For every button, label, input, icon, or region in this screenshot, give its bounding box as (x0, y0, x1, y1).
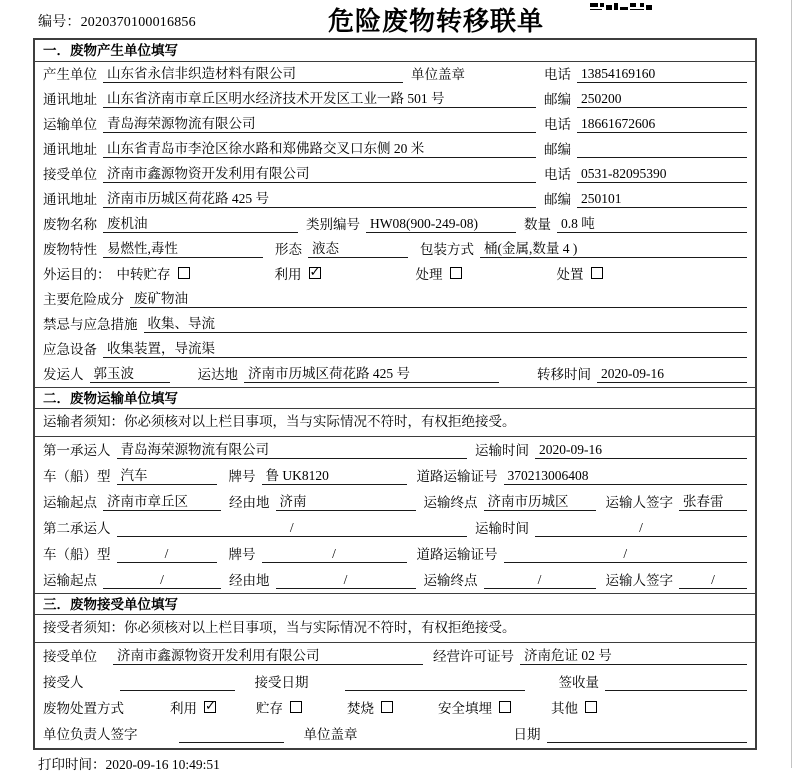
disposal-option-utilize (170, 697, 216, 717)
disposal-row (35, 695, 755, 721)
disposal-option-label: 焚烧 (347, 701, 374, 716)
hazard-label: 主要危险成分 (43, 292, 124, 307)
category-label: 类别编号 (306, 217, 360, 232)
checkbox-disposal-utilize (204, 701, 216, 713)
road-permit2-label: 道路运输证号 (416, 547, 498, 562)
section-producer (35, 40, 755, 387)
receiver-address-row (35, 187, 755, 212)
purpose-option-transfer-storage (117, 263, 190, 283)
producer-label: 产生单位 (43, 67, 97, 82)
sign1-label: 运输人签字 (605, 495, 673, 510)
carrier2-value: / (117, 520, 468, 537)
origin2-value: / (103, 572, 221, 589)
checkbox-transfer-storage (178, 267, 190, 279)
origin1-label: 运输起点 (43, 495, 97, 510)
disposal-option-store (256, 697, 302, 717)
receiver-zip-value: 250101 (577, 191, 747, 208)
permit-label: 经营许可证号 (433, 649, 514, 664)
packing-label: 包装方式 (420, 242, 474, 257)
section-accept-title: 三．废物接受单位填写 (35, 593, 755, 615)
page-title: 危险废物转移联单 (327, 6, 544, 36)
accept-date2-value (547, 726, 748, 743)
carrier1-row (35, 437, 755, 463)
producer-zip-label: 邮编 (544, 92, 571, 107)
purpose-option-label: 处理 (415, 267, 443, 282)
purpose-option-label: 中转贮存 (116, 267, 171, 282)
receiver-address-label: 通讯地址 (43, 192, 97, 207)
vehicle2-value: / (117, 546, 217, 563)
road-permit1-label: 道路运输证号 (416, 469, 498, 484)
checkbox-disposal-other (585, 701, 597, 713)
checkbox-treat (450, 267, 462, 279)
section-transport-title: 二．废物运输单位填写 (35, 387, 755, 409)
waste-name-label: 废物名称 (43, 217, 97, 232)
acceptor-label: 接受人 (43, 675, 84, 690)
plate2-label: 牌号 (228, 547, 256, 562)
doc-number-value: 2020370100016856 (80, 15, 196, 30)
disposal-option-label: 贮存 (256, 701, 283, 716)
producer-row (35, 62, 755, 87)
receiver-address-value: 济南市历城区荷花路 425 号 (103, 191, 536, 208)
qr-code-fragment-icon (590, 0, 652, 10)
disposal-option-label: 利用 (170, 701, 197, 716)
via1-value: 济南 (276, 494, 416, 511)
permit-value: 济南危证 02 号 (520, 648, 747, 665)
accept-unit-row (35, 643, 755, 669)
route1-row (35, 489, 755, 515)
via1-label: 经由地 (229, 495, 270, 510)
receiver-value: 济南市鑫源物资开发利用有限公司 (103, 166, 536, 183)
waste-character-row (35, 237, 755, 262)
road-permit1-value: 370213006408 (504, 468, 748, 485)
carrier1-value: 青岛海荣源物流有限公司 (117, 442, 468, 459)
transporter-address-row (35, 137, 755, 162)
checkbox-utilize (309, 267, 321, 279)
transport-time1-value: 2020-09-16 (535, 442, 747, 459)
carrier1-label: 第一承运人 (43, 443, 111, 458)
waste-name-row (35, 212, 755, 237)
waste-name-value: 废机油 (103, 216, 298, 233)
transport-time2-value: / (535, 520, 747, 537)
vehicle1-row (35, 463, 755, 489)
disposal-option-incinerate (347, 697, 393, 717)
transport-time2-label: 运输时间 (475, 521, 529, 536)
producer-zip-value: 250200 (577, 91, 747, 108)
print-time-label: 打印时间： (38, 757, 106, 772)
purpose-option-label: 处置 (556, 267, 584, 282)
sign-qty-value (605, 674, 747, 691)
terminal2-value: / (484, 572, 596, 589)
accept-unit-label: 接受单位 (43, 649, 97, 664)
scan-page-edge (791, 0, 792, 768)
carrier2-label: 第二承运人 (43, 521, 111, 536)
transporter-label: 运输单位 (43, 117, 97, 132)
checkbox-disposal-store (290, 701, 302, 713)
transfer-time-label: 转移时间 (537, 367, 591, 382)
destination-value: 济南市历城区荷花路 425 号 (244, 366, 499, 383)
plate1-label: 牌号 (228, 469, 256, 484)
receiver-label: 接受单位 (43, 167, 97, 182)
route2-row (35, 567, 755, 593)
vehicle2-row (35, 541, 755, 567)
transporter-address-value: 山东省青岛市李沧区徐水路和郑佛路交叉口东侧 20 米 (103, 141, 536, 158)
accept-date2-label: 日期 (513, 727, 541, 742)
producer-value: 山东省永信非织造材料有限公司 (103, 66, 403, 83)
disposal-option-label: 其他 (551, 701, 578, 716)
producer-phone-label: 电话 (544, 67, 571, 82)
sign1-value: 张春雷 (679, 494, 747, 511)
purpose-option-utilize (275, 263, 321, 283)
road-permit2-value: / (504, 546, 748, 563)
purpose-option-label: 利用 (274, 267, 302, 282)
sign-qty-label: 签收量 (558, 675, 599, 690)
accept-seal-label: 单位盖章 (303, 727, 358, 742)
print-time (38, 753, 220, 773)
purpose-option-dispose (557, 263, 603, 283)
terminal1-value: 济南市历城区 (484, 494, 596, 511)
form-label: 形态 (275, 242, 302, 257)
receiver-zip-label: 邮编 (544, 192, 571, 207)
disposal-option-other (551, 697, 597, 717)
responsible-sign-label: 单位负责人签字 (43, 727, 138, 742)
plate1-value: 鲁 UK8120 (262, 468, 407, 485)
sign2-label: 运输人签字 (605, 573, 673, 588)
quantity-label: 数量 (524, 217, 551, 232)
transporter-address-label: 通讯地址 (43, 142, 97, 157)
purpose-row (35, 262, 755, 287)
print-time-value: 2020-09-16 10:49:51 (105, 757, 220, 772)
destination-label: 运达地 (197, 367, 238, 382)
terminal1-label: 运输终点 (423, 495, 478, 510)
category-value: HW08(900-249-08) (366, 216, 516, 233)
disposal-option-label: 安全填埋 (438, 701, 492, 716)
plate2-value: / (262, 546, 407, 563)
purpose-label: 外运目的： (43, 267, 111, 282)
form-value: 液态 (308, 241, 408, 258)
unit-seal-label: 单位盖章 (411, 67, 465, 82)
section-producer-title: 一．废物产生单位填写 (35, 40, 755, 62)
sign2-value: / (679, 572, 747, 589)
emergency-measures-label: 禁忌与应急措施 (43, 317, 138, 332)
shipper-row (35, 362, 755, 387)
via2-value: / (276, 572, 416, 589)
responsible-sign-row (35, 721, 755, 747)
packing-value: 桶(金属,数量 4 ) (480, 241, 747, 258)
terminal2-label: 运输终点 (423, 573, 478, 588)
transporter-value: 青岛海荣源物流有限公司 (103, 116, 536, 133)
emergency-measures-row (35, 312, 755, 337)
shipper-label: 发运人 (43, 367, 84, 382)
shipper-value: 郭玉波 (90, 366, 170, 383)
waste-character-label: 废物特性 (43, 242, 97, 257)
acceptor-value (120, 674, 235, 691)
disposal-option-landfill (438, 697, 511, 717)
emergency-measures-value: 收集、导流 (144, 316, 748, 333)
disposal-label: 废物处置方式 (43, 701, 124, 716)
transport-notice: 运输者须知：你必须核对以上栏目事项，当与实际情况不符时，有权拒绝接受。 (35, 409, 755, 437)
accept-date-label: 接受日期 (254, 675, 309, 690)
via2-label: 经由地 (229, 573, 270, 588)
purpose-option-treat (416, 263, 462, 283)
form-table (33, 38, 757, 750)
checkbox-disposal-incinerate (381, 701, 393, 713)
receiver-phone-label: 电话 (544, 167, 571, 182)
producer-address-value: 山东省济南市章丘区明水经济技术开发区工业一路 501 号 (103, 91, 536, 108)
checkbox-dispose (591, 267, 603, 279)
accept-notice: 接受者须知：你必须核对以上栏目事项，当与实际情况不符时，有权拒绝接受。 (35, 615, 755, 643)
carrier2-row (35, 515, 755, 541)
producer-phone-value: 13854169160 (577, 66, 747, 83)
transporter-row (35, 112, 755, 137)
emergency-equipment-row (35, 337, 755, 362)
section-transport (35, 387, 755, 593)
section-accept (35, 593, 755, 747)
hazard-row (35, 287, 755, 312)
vehicle2-label: 车（船）型 (43, 547, 111, 562)
emergency-equipment-value: 收集装置，导流渠 (103, 341, 747, 358)
doc-number-label: 编号： (38, 15, 81, 30)
quantity-value: 0.8 吨 (557, 216, 747, 233)
receiver-phone-value: 0531-82095390 (577, 166, 747, 183)
transporter-phone-label: 电话 (544, 117, 571, 132)
hazard-value: 废矿物油 (130, 291, 747, 308)
producer-address-label: 通讯地址 (43, 92, 97, 107)
responsible-sign-value (179, 726, 284, 743)
transporter-zip-label: 邮编 (544, 142, 571, 157)
origin1-value: 济南市章丘区 (103, 494, 221, 511)
producer-address-row (35, 87, 755, 112)
transporter-phone-value: 18661672606 (577, 116, 747, 133)
checkbox-disposal-landfill (499, 701, 511, 713)
receiver-row (35, 162, 755, 187)
origin2-label: 运输起点 (43, 573, 97, 588)
accept-unit-value: 济南市鑫源物资开发利用有限公司 (113, 648, 423, 665)
waste-character-value: 易燃性,毒性 (103, 241, 263, 258)
transporter-zip-value (577, 141, 747, 158)
acceptor-row (35, 669, 755, 695)
vehicle1-label: 车（船）型 (43, 469, 111, 484)
transport-time1-label: 运输时间 (475, 443, 529, 458)
emergency-equipment-label: 应急设备 (43, 342, 97, 357)
accept-date-value (345, 674, 525, 691)
vehicle1-value: 汽车 (117, 468, 217, 485)
transfer-time-value: 2020-09-16 (597, 366, 747, 383)
